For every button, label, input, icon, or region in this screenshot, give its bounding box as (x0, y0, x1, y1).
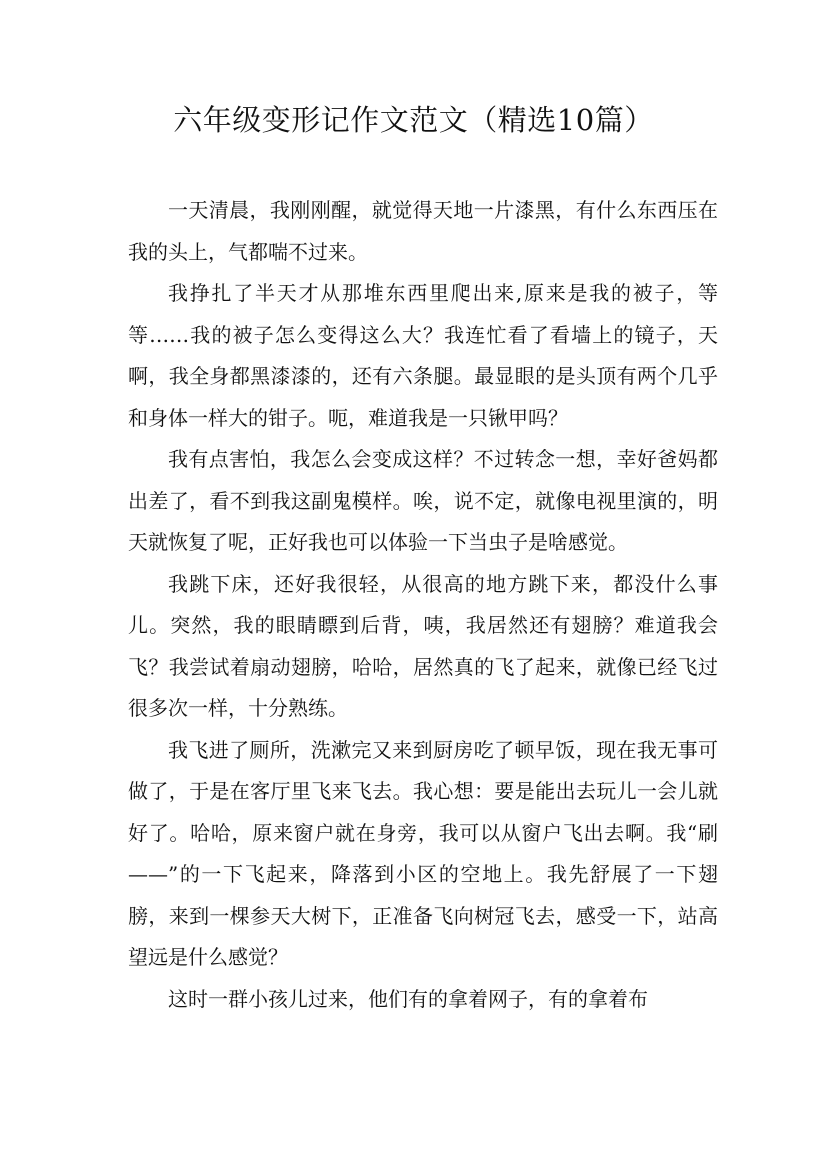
paragraph-2: 我挣扎了半天才从那堆东西里爬出来,原来是我的被子，等等……我的被子怎么变得这么大？我连忙看了看墙上的镜子，天啊，我全身都黑漆漆的，还有六条腿。最显眼的是头顶有两个几乎和身体一样大的钳子。呃，难道我是一只锹甲吗？ (128, 281, 718, 430)
paragraph-6: 这时一群小孩儿过来，他们有的拿着网子，有的拿着布 (168, 986, 648, 1011)
document-title: 六年级变形记作文范文（精选10篇） (173, 103, 654, 137)
paragraph-5: 我飞进了厕所，洗漱完又来到厨房吃了顿早饭，现在我无事可做了，于是在客厅里飞来飞去。我心想：要是能出去玩儿一会儿就好了。哈哈，原来窗户就在身旁，我可以从窗户飞出去啊。我“刷——”的一下飞起来，降落到小区的空地上。我先舒展了一下翅膀，来到一棵参天大树下，正准备飞向树冠飞去，感受一下，站高望远是什么感觉？ (128, 737, 718, 969)
article-body (128, 190, 718, 1020)
paragraph-1: 一天清晨，我刚刚醒，就觉得天地一片漆黑，有什么东西压在我的头上，气都喘不过来。 (128, 198, 718, 264)
paragraph-4: 我跳下床，还好我很轻，从很高的地方跳下来，都没什么事儿。突然，我的眼睛瞟到后背，咦，我居然还有翅膀？难道我会飞？我尝试着扇动翅膀，哈哈，居然真的飞了起来，就像已经飞过很多次一样，十分熟练。 (128, 571, 718, 720)
paragraph-3: 我有点害怕，我怎么会变成这样？不过转念一想，幸好爸妈都出差了，看不到我这副鬼模样。唉，说不定，就像电视里演的，明天就恢复了呢，正好我也可以体验一下当虫子是啥感觉。 (128, 447, 718, 554)
